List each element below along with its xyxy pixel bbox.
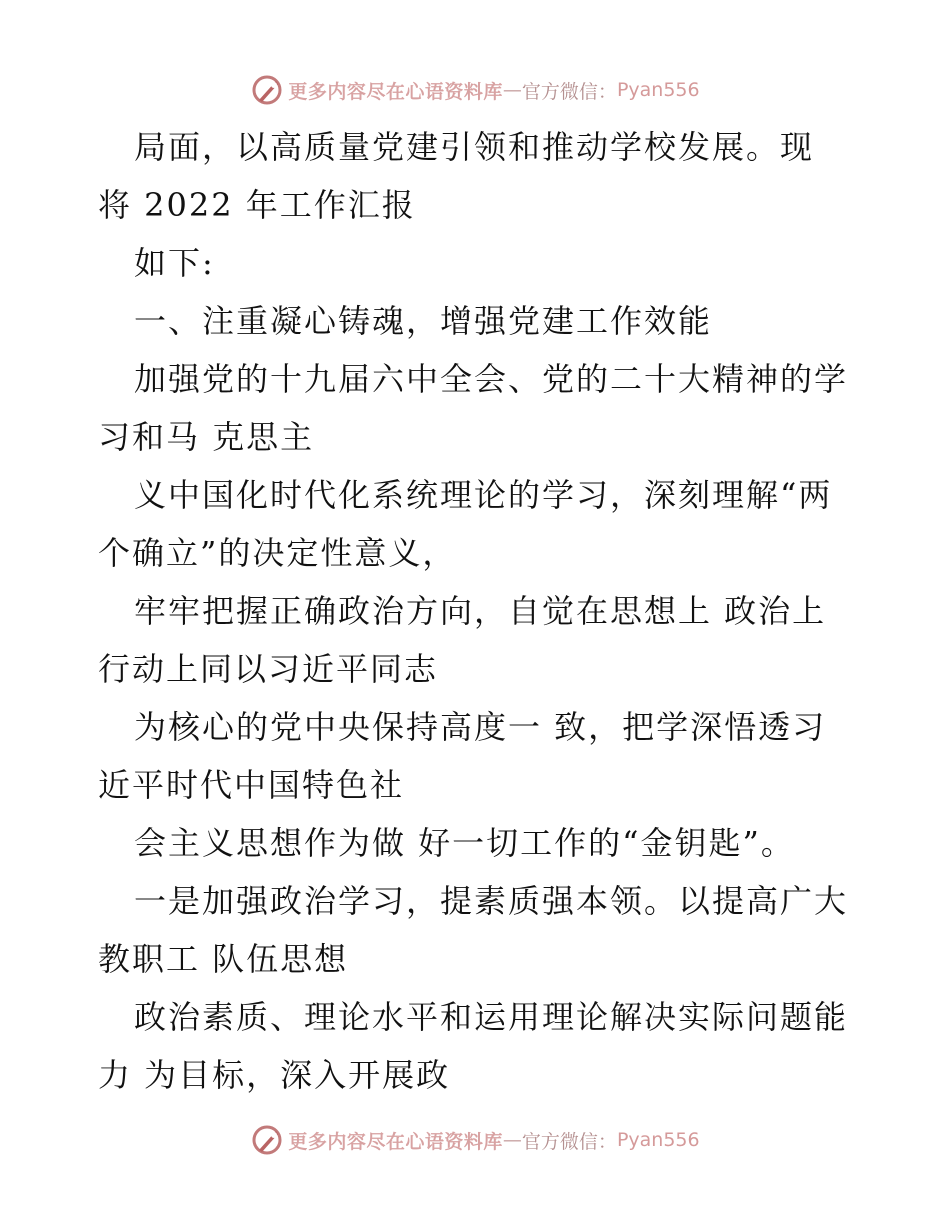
document-body xyxy=(98,118,858,1104)
watermark-sub-text: 官方微信： xyxy=(521,1130,617,1153)
text-line: 近平时代中国特色社 xyxy=(98,766,405,804)
text-line: 行动上同以习近平同志 xyxy=(98,650,439,688)
text-line: 教职工 队伍思想 xyxy=(98,940,349,978)
text-line: 如下: xyxy=(134,244,215,282)
text-line: 加强党的十九届六中全会、党的二十大精神的学 xyxy=(134,360,849,398)
quill-logo-icon xyxy=(250,1123,284,1157)
watermark-dash: — xyxy=(502,79,522,101)
header-watermark xyxy=(0,70,950,110)
text-line: 一是加强政治学习，提素质强本领。以提高广大 xyxy=(134,882,849,920)
watermark-wechat-id: Pyan556 xyxy=(616,79,700,101)
text-line: 将 2022 年工作汇报 xyxy=(98,186,416,224)
text-line: 政治素质、理论水平和运用理论解决实际问题能 xyxy=(134,998,849,1036)
text-line: 力 为目标，深入开展政 xyxy=(98,1056,451,1094)
quill-logo-icon xyxy=(250,73,284,107)
watermark-main-text: 更多内容尽在心语资料库 xyxy=(288,80,503,103)
text-line: 为核心的党中央保持高度一 致，把学深悟透习 xyxy=(134,708,827,746)
footer-watermark xyxy=(0,1120,950,1160)
text-line: 一、注重凝心铸魂，增强党建工作效能 xyxy=(134,302,713,340)
watermark-main-text: 更多内容尽在心语资料库 xyxy=(288,1130,503,1153)
text-line: 会主义思想作为做 好一切工作的“金钥匙”。 xyxy=(134,824,795,862)
text-line: 习和马 克思主 xyxy=(98,418,315,456)
watermark-wechat-id: Pyan556 xyxy=(616,1129,700,1151)
text-line: 个确立”的决定性意义， xyxy=(98,534,457,572)
watermark-sub-text: 官方微信： xyxy=(521,80,617,103)
text-line: 义中国化时代化系统理论的学习，深刻理解“两 xyxy=(134,476,833,514)
text-line: 局面，以高质量党建引领和推动学校发展。现 xyxy=(134,128,815,166)
watermark-dash: — xyxy=(502,1129,522,1151)
text-line: 牢牢把握正确政治方向，自觉在思想上 政治上 xyxy=(134,592,827,630)
